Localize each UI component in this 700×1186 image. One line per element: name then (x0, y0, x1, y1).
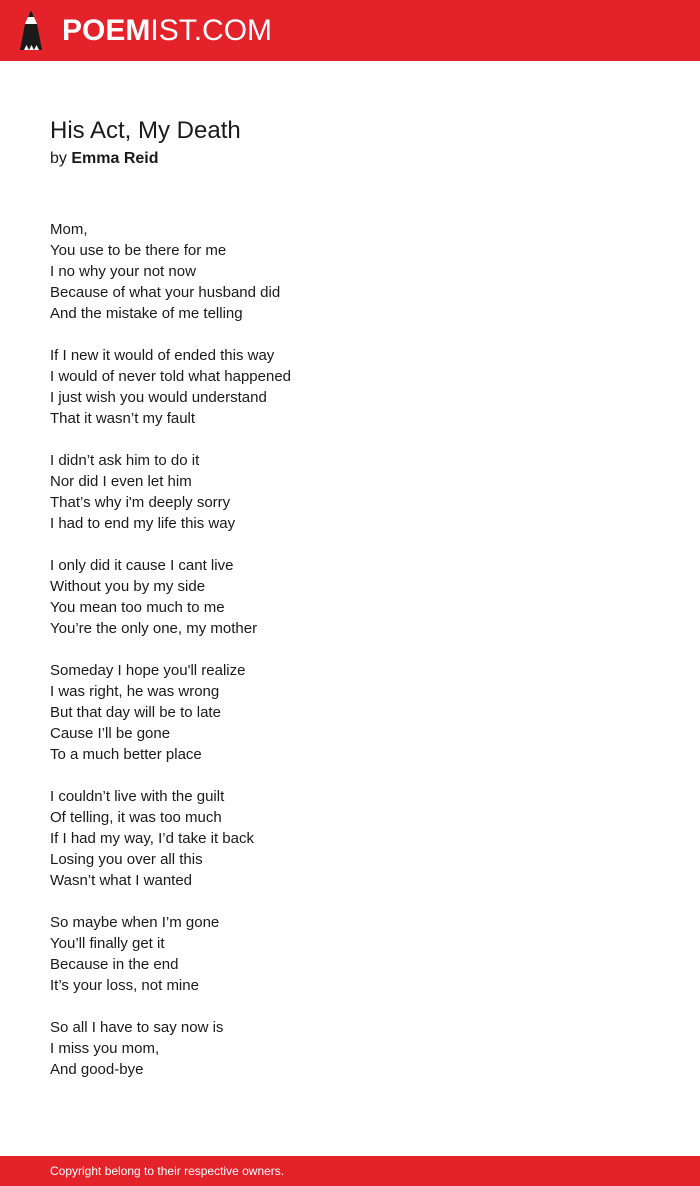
poem-stanza (50, 219, 650, 324)
poem-line: Wasn’t what I wanted (50, 872, 193, 889)
poem-stanza (50, 450, 650, 534)
poem-stanza (50, 1017, 650, 1080)
by-label: by (50, 150, 67, 167)
logo-text-light: IST.COM (150, 14, 273, 47)
poem-body (50, 219, 650, 1101)
poem-line: Of telling, it was too much (50, 809, 222, 826)
poem-line: I would of never told what happened (50, 368, 292, 385)
poem-line: That’s why i'm deeply sorry (50, 494, 231, 511)
poem-stanza (50, 786, 650, 891)
poem-line: And the mistake of me telling (50, 305, 243, 322)
poem-line: But that day will be to late (50, 704, 221, 721)
poem-line: Losing you over all this (50, 851, 203, 868)
poem-line: To a much better place (50, 746, 202, 763)
poem-line: You use to be there for me (50, 242, 227, 259)
poem-line: I miss you mom, (50, 1040, 160, 1057)
poem-line: I just wish you would understand (50, 389, 267, 406)
poem-line: If I had my way, I’d take it back (50, 830, 254, 847)
poem-line: Mom, (50, 221, 88, 238)
site-header (0, 0, 700, 61)
poem-title: His Act, My Death (50, 117, 241, 144)
poem-line: And good-bye (50, 1061, 144, 1078)
poem-line: Nor did I even let him (50, 473, 192, 490)
site-footer (0, 1156, 700, 1186)
byline (50, 149, 159, 169)
poem-stanza (50, 345, 650, 429)
author-name: Emma Reid (71, 150, 159, 167)
poem-line: That it wasn’t my fault (50, 410, 196, 427)
poem-stanza (50, 912, 650, 996)
poem-line: You mean too much to me (50, 599, 225, 616)
poem-line: So all I have to say now is (50, 1019, 224, 1036)
poem-line: You’ll finally get it (50, 935, 165, 952)
poem-line: I had to end my life this way (50, 515, 236, 532)
poem-line: So maybe when I’m gone (50, 914, 220, 931)
poem-line: I couldn’t live with the guilt (50, 788, 225, 805)
poem-stanza (50, 555, 650, 639)
poem-line: It’s your loss, not mine (50, 977, 199, 994)
poem-line: Without you by my side (50, 578, 206, 595)
poem-line: I no why your not now (50, 263, 196, 280)
poem-line: You’re the only one, my mother (50, 620, 258, 637)
poem-line: I was right, he was wrong (50, 683, 220, 700)
poem-line: Cause I’ll be gone (50, 725, 171, 742)
poem-line: Someday I hope you'll realize (50, 662, 246, 679)
copyright-notice: Copyright belong to their respective owners. (50, 1164, 285, 1178)
poem-line: I only did it cause I cant live (50, 557, 234, 574)
poem-line: If I new it would of ended this way (50, 347, 275, 364)
poem-stanza (50, 660, 650, 765)
poem-line: I didn’t ask him to do it (50, 452, 200, 469)
pencil-icon (18, 10, 44, 52)
poem-line: Because in the end (50, 956, 179, 973)
site-logo[interactable] (62, 13, 272, 49)
poem-line: Because of what your husband did (50, 284, 281, 301)
logo-text-bold: POEM (62, 14, 151, 47)
